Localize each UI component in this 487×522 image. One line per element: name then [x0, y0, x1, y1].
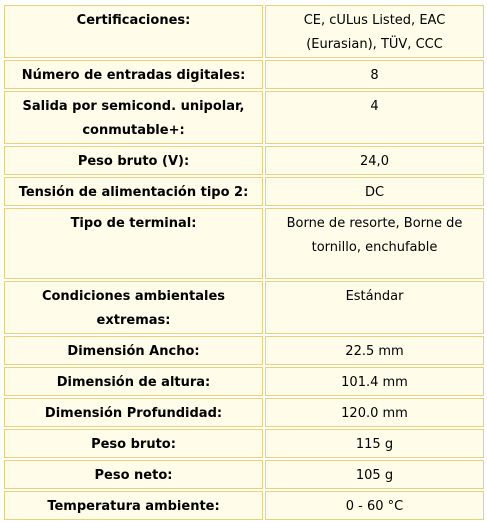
row-label: Condiciones ambientales extremas:: [4, 281, 263, 334]
row-value: 120.0 mm: [265, 398, 484, 427]
row-label: Peso bruto:: [4, 429, 263, 458]
table-row-peso-bruto-v: [4, 146, 484, 175]
table-row-temperatura-ambiente: [4, 491, 484, 520]
row-value: 0 - 60 °C: [265, 491, 484, 520]
row-value: CE, cULus Listed, EAC (Eurasian), TÜV, CCC: [265, 5, 484, 58]
table-row-dimension-profundidad: [4, 398, 484, 427]
row-value: 22.5 mm: [265, 336, 484, 365]
table-row-peso-bruto: [4, 429, 484, 458]
row-value: 24,0: [265, 146, 484, 175]
row-label: Certificaciones:: [4, 5, 263, 58]
table-row-tension-alimentacion: [4, 177, 484, 206]
table-row-tipo-terminal: [4, 208, 484, 279]
row-label: Peso bruto (V):: [4, 146, 263, 175]
row-label: Peso neto:: [4, 460, 263, 489]
row-label: Número de entradas digitales:: [4, 60, 263, 89]
row-label: Dimensión de altura:: [4, 367, 263, 396]
row-label: Tipo de terminal:: [4, 208, 263, 279]
row-value: 4: [265, 91, 484, 144]
row-label: Temperatura ambiente:: [4, 491, 263, 520]
row-label: Dimensión Ancho:: [4, 336, 263, 365]
table-row-salida-semicond: [4, 91, 484, 144]
row-label: Tensión de alimentación tipo 2:: [4, 177, 263, 206]
row-value: 101.4 mm: [265, 367, 484, 396]
row-value: 8: [265, 60, 484, 89]
row-value: 105 g: [265, 460, 484, 489]
spec-table: [2, 3, 486, 522]
table-row-dimension-altura: [4, 367, 484, 396]
table-row-entradas-digitales: [4, 60, 484, 89]
row-label: Salida por semicond. unipolar, conmutable+:: [4, 91, 263, 144]
row-value: DC: [265, 177, 484, 206]
row-value: Estándar: [265, 281, 484, 334]
row-value: Borne de resorte, Borne de tornillo, enchufable: [265, 208, 484, 279]
table-row-peso-neto: [4, 460, 484, 489]
table-row-certificaciones: [4, 5, 484, 58]
table-row-condiciones-ambientales: [4, 281, 484, 334]
row-value: 115 g: [265, 429, 484, 458]
table-row-dimension-ancho: [4, 336, 484, 365]
row-label: Dimensión Profundidad:: [4, 398, 263, 427]
